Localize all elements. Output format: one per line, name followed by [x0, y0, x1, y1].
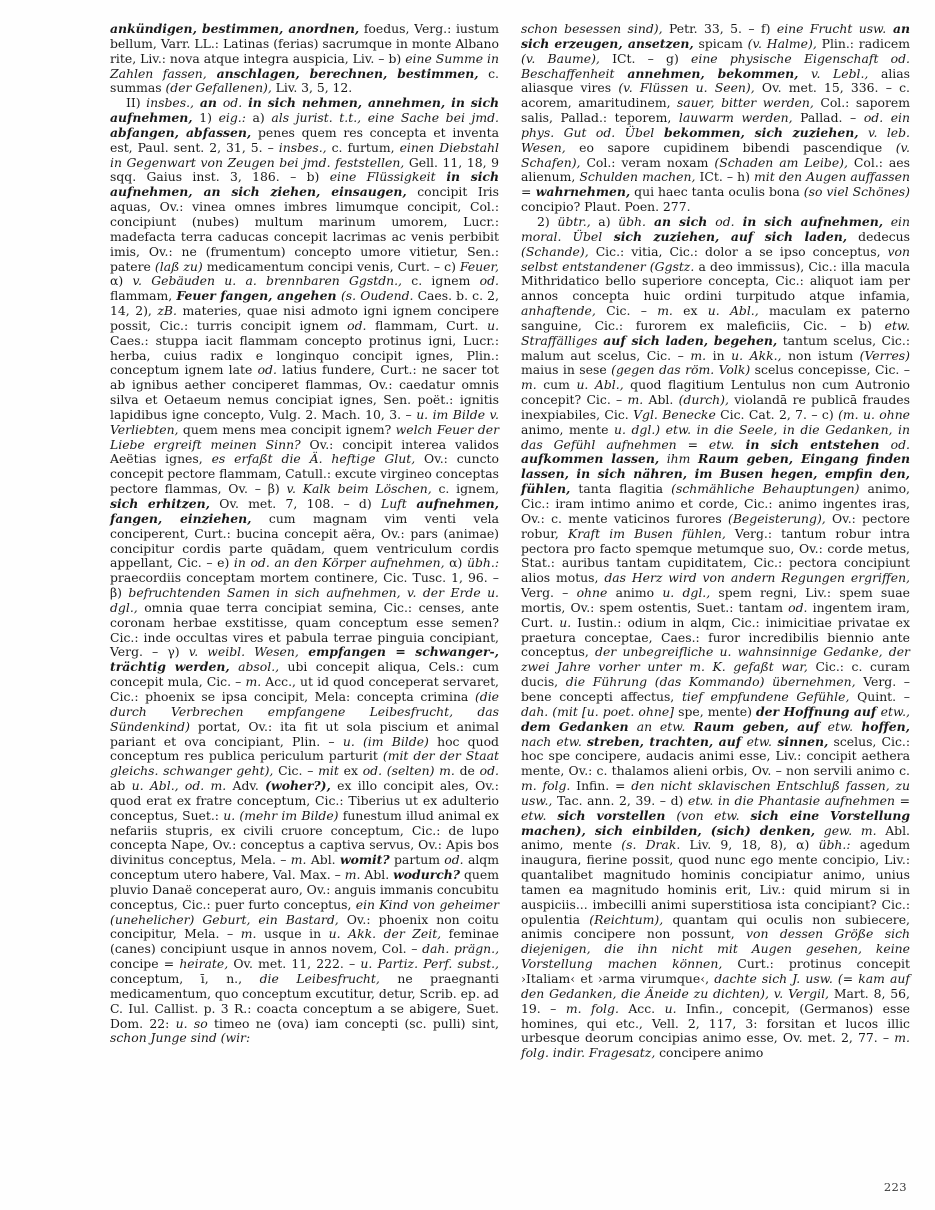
- text-run-italic: einen Diebstahl in Gegenwart von Zeugen bei jmd. feststellen,: [110, 139, 499, 170]
- text-run-bold-italic: sinnen,: [771, 733, 829, 749]
- text-run-roman: ICt. – h): [695, 169, 755, 185]
- text-run-roman: Tac. ann. 2, 39. – d): [552, 792, 688, 808]
- text-run-roman: concipit Iris aquas, Ov.: vinea omnes imbres limumque concipit, Col.: concipiunt (nubes) multum marinum umorem, Lucr.: madefacta terra caducas concepit lacrimas ac venis perbibit imis, Ov.: ne (frumentum) concepto umore vitietur, Sen.: patere: [110, 184, 499, 274]
- text-run-italic: (schmähliche Behauptungen): [671, 481, 860, 497]
- text-run-roman: Ov.: cuncto concepit pectore flammam, Catull.: excute virgineo conceptas pectore flammas, Ov. – β): [110, 451, 499, 497]
- text-run-italic: m.: [344, 867, 361, 883]
- text-run-italic: u.: [559, 614, 572, 630]
- text-run-roman: Abl.: [360, 867, 394, 883]
- text-run-roman: α): [110, 273, 133, 289]
- text-run-roman: non istum: [781, 347, 860, 363]
- text-run-italic: den nicht sklavischen Entschluß fassen, zu usw.,: [521, 778, 910, 808]
- text-run-italic: u. (im Bilde): [342, 733, 429, 749]
- text-run-roman: violandā re publicā fraudes inexpiabiles, Cic.: [521, 392, 910, 422]
- text-run-roman: Gell. 11, 18, 9 sqq. Gaius inst. 3, 186. – b): [110, 154, 499, 185]
- text-run-italic: od.: [788, 599, 808, 615]
- text-run-italic: der unbegreifliche u. wahnsinnige Gedanke, der zwei Jahre vorher unter m. K. gefaßt war,: [521, 644, 910, 675]
- text-run-italic: eine Flüssigkeit: [329, 169, 436, 185]
- text-run-italic: in od. an den Körper aufnehmen,: [233, 555, 445, 571]
- text-run-roman: Ov.: phoenix non coitu concipitur, Mela. –: [110, 911, 499, 942]
- text-run-bold-italic: wodurch?: [393, 867, 461, 883]
- text-run-italic: (s. Oudend.: [340, 288, 414, 304]
- text-run-roman: dedecus: [847, 228, 910, 244]
- text-run-bold-italic: an sich: [645, 213, 716, 229]
- text-run-italic: als jurist. t.t., eine Sache bei jmd.: [271, 110, 499, 126]
- text-run-italic: übh.:: [466, 555, 499, 571]
- text-run-roman: spem regni, Liv.: spem suae mortis, Ov.: spem ostentis, Suet.: tantam: [521, 585, 910, 615]
- text-run-roman: spe, mente): [674, 703, 756, 719]
- text-run-italic: (die durch Verbrechen empfangene Leibesfrucht, das Sündenkind): [110, 688, 499, 734]
- text-run-italic: v. weibl. Wesen,: [188, 644, 299, 660]
- text-run-italic: ohne: [576, 585, 608, 601]
- text-run-italic: dah. prägn.,: [422, 941, 500, 957]
- text-run-roman: materies, quae nisi admoto igni ignem concipere possit, Cic.: turris concipit ignem: [110, 303, 499, 333]
- text-run-roman: Adv.: [226, 778, 266, 794]
- text-run-italic: u.: [487, 317, 500, 333]
- text-run-italic: od. (selten) m.: [362, 763, 455, 779]
- text-run-italic: Schulden machen,: [579, 169, 696, 185]
- text-run-italic: (s. Drak.: [621, 837, 681, 853]
- text-run-italic: ein moral. Übel: [521, 213, 910, 244]
- text-run-italic: v. Lebl.,: [811, 65, 869, 81]
- text-run-italic: ein Kind von geheimer (unehelicher) Geburt, ein Bastard,: [110, 896, 499, 927]
- text-run-bold-italic: aufnehmen, fangen, einziehen,: [110, 496, 499, 526]
- text-run-bold-italic: (woher?),: [265, 778, 331, 794]
- text-run-italic: Vgl. Benecke: [633, 406, 716, 422]
- left-text-column: [110, 22, 499, 1162]
- text-run-italic: od.: [479, 273, 499, 289]
- text-run-italic: m.: [657, 303, 673, 319]
- text-run-roman: maculam ex paterno sanguine, Cic.: furorem ex maleficiis, Cic. – b): [521, 303, 910, 333]
- text-run-roman: foedus, Verg.: iustum bellum, Varr. LL.: Latinas (ferias) sacrumque in monte Albano rite, Liv.: nova atque integra auspicia, Liv. – b): [110, 21, 499, 66]
- text-run-italic: od.: [890, 436, 910, 452]
- text-run-italic: v. Gebäuden u. a. brennbaren Ggstdn.,: [132, 273, 402, 289]
- text-run-italic: dachte sich J. usw. (= kam auf den Gedanken, die Äneide zu dichten), v. Vergil,: [521, 971, 910, 1001]
- text-run-italic: u. so: [175, 1015, 208, 1031]
- text-run-roman: quod flagitium Lentulus non cum Autronio concepit? Cic. –: [521, 377, 910, 408]
- text-run-bold-italic: an sich erzeugen, ansetzen,: [521, 21, 910, 51]
- text-run-italic: eine physische Eigenschaft od. Beschaffenheit: [521, 50, 910, 81]
- text-run-roman: [798, 66, 811, 81]
- text-run-roman: quantam qui oculis non subiecere, animis concipere non possunt,: [521, 911, 910, 942]
- right-text-column: [521, 22, 910, 1162]
- text-run-bold-italic: dem Gedanken: [521, 718, 637, 734]
- text-run-italic: von dessen Größe sich diejenigen, die ihn nicht mit Augen gesehen, keine Vorstellung machen können,: [521, 926, 910, 972]
- text-run-bold-italic: womit?: [339, 852, 390, 868]
- text-run-italic: u. dgl.,: [662, 585, 711, 601]
- text-run-roman: Ov.: concipit interea validos Aeëtias ignes,: [110, 436, 500, 467]
- text-paragraph: [110, 22, 499, 96]
- text-run-italic: (der Gefallenen),: [165, 80, 272, 96]
- text-run-roman: Caes.: stuppa iacit flammam concepto protinus igni, Lucr.: herba, cuius radix e longinquo concipit ignes, Plin.: conceptum ignem late: [110, 332, 499, 378]
- text-run-italic: (v. Schafen),: [521, 139, 910, 170]
- text-run-italic: u. Akk. der Zeit,: [328, 926, 442, 942]
- text-run-bold-italic: annehmen, bekommen,: [614, 65, 799, 81]
- text-run-bold-italic: in sich entstehen: [734, 436, 891, 452]
- text-run-roman: concipio? Plaut. Poen. 277.: [521, 199, 691, 215]
- text-run-roman: in: [706, 347, 732, 363]
- text-run-roman: Cic.: c. curam ducis,: [521, 659, 910, 690]
- text-run-italic: etw.: [746, 733, 772, 749]
- text-run-italic: u.: [664, 1000, 677, 1016]
- text-run-roman: Verg.: tantum robur intra pectora pro facto spemque metumque suo, Ov.: corde metus, Stat.: auribus tantam cupiditatem, Cic.: pectora concipiunt alios motus,: [521, 525, 910, 586]
- two-column-text-body: [110, 22, 910, 1162]
- text-run-italic: od.: [444, 852, 464, 868]
- text-run-roman: a): [245, 110, 272, 126]
- text-run-roman: c. ignem,: [431, 481, 500, 497]
- text-run-italic: etw. in die Phantasie aufnehmen = etw.: [521, 792, 910, 823]
- text-run-italic: m. folg. indir. Fragesatz,: [521, 1030, 910, 1061]
- text-run-italic: schon Junge sind (wir:: [110, 1030, 251, 1046]
- text-run-italic: eig.:: [218, 110, 246, 126]
- text-run-bold-italic: streben, trachten, auf: [586, 733, 747, 749]
- text-run-italic: Feuer,: [459, 258, 499, 274]
- text-run-roman: agedum inaugura, fierine possit, quod nunc ego mente concipio, Liv.: quantalibet magnitudo hominis concipiatur animo, unius tamen ea magnitudo hominis erit, Liv.: quid mirum si in auspiciis... imbecilli animi superstitiosa ista concipiant? Cic.: opulentia: [521, 837, 911, 927]
- text-run-roman: ex: [672, 303, 708, 319]
- text-run-roman: Quint. –: [849, 688, 911, 704]
- text-run-roman: praecordiis conceptam mortem continere, Cic. Tusc. 1, 96. – β): [110, 570, 499, 601]
- text-run-roman: alias aliasque vires: [521, 65, 911, 96]
- text-run-italic: m. folg.: [521, 778, 571, 794]
- text-run-roman: quem mens mea concipit ignem?: [178, 421, 396, 437]
- text-run-italic: übtr.,: [557, 213, 591, 229]
- text-run-bold-italic: sich vorstellen: [546, 807, 677, 823]
- text-run-roman: Ov. met. 11, 222. –: [228, 956, 361, 972]
- text-run-italic: od.: [222, 95, 243, 111]
- text-run-italic: eine Summe in Zahlen fassen,: [110, 50, 499, 81]
- text-run-italic: u. Abl.,: [707, 303, 759, 319]
- text-run-italic: (laß zu): [154, 258, 203, 274]
- text-run-italic: absol.,: [238, 659, 280, 675]
- text-run-italic: (m. u. ohne: [838, 406, 911, 422]
- text-paragraph: [521, 22, 910, 215]
- text-run-italic: befruchtenden Samen in sich aufnehmen, v. der Erde u. dgl.,: [110, 585, 499, 615]
- text-run-bold-italic: der Hoffnung auf: [755, 703, 881, 719]
- text-run-italic: lauwarm werden,: [678, 110, 793, 126]
- text-run-roman: animo: [607, 585, 663, 601]
- text-run-italic: die Leibesfrucht,: [259, 971, 380, 986]
- text-run-italic: (gegen das röm. Volk): [611, 362, 751, 378]
- text-run-roman: Cic. Cat. 2, 7. – c): [715, 406, 839, 422]
- text-run-italic: (Schaden am Leibe),: [714, 154, 848, 170]
- text-run-italic: die Führung (das Kommando) übernehmen,: [565, 674, 856, 690]
- text-run-bold-italic: auf sich laden, begehen,: [597, 332, 778, 348]
- text-run-italic: etw. Straffälliges: [521, 317, 910, 348]
- text-run-italic: insbes.,: [278, 139, 327, 155]
- text-run-roman: Col.: saporem salis, Pallad.: teporem,: [521, 95, 911, 126]
- text-run-roman: 1): [192, 110, 219, 126]
- text-run-roman: Liv. 9, 18, 8), α): [680, 837, 819, 853]
- text-run-bold-italic: abfangen, abfassen,: [110, 124, 252, 140]
- text-run-italic: übh.: [618, 213, 646, 229]
- text-run-italic: u. Abl., od. m.: [131, 778, 227, 794]
- text-run-italic: (mit der der Staat gleichs. schwanger geht),: [110, 748, 499, 779]
- text-run-bold-italic: empfangen = schwanger-, trächtig werden,: [110, 644, 500, 675]
- text-run-roman: Infin., concepit, (Germanos) esse homines, qui etc., Vell. 2, 117, 3: forsitan et lucos illic urbesque deorum concipias animo esse, Ov. met. 2, 77. –: [521, 1000, 911, 1046]
- text-run-roman: Cic. –: [273, 763, 319, 779]
- text-run-roman: alqm conceptum utero habere, Val. Max. –: [110, 852, 499, 883]
- text-run-bold-italic: in sich aufnehmen, an sich ziehen, einsaugen,: [110, 169, 499, 200]
- text-run-bold-italic: anschlagen, berechnen, bestimmen,: [206, 65, 479, 81]
- text-run-roman: [815, 823, 824, 838]
- text-run-roman: ab: [110, 778, 132, 794]
- text-run-italic: etw.,: [880, 703, 910, 719]
- text-run-italic: (so viel Schönes): [803, 184, 910, 200]
- text-run-roman: usque in: [256, 926, 329, 942]
- text-run-italic: übh.:: [818, 837, 851, 853]
- text-run-italic: eine Frucht usw.: [776, 21, 887, 36]
- text-paragraph: [110, 96, 499, 1046]
- text-run-roman: Ov. met. 15, 336. – c. acorem, amaritudinem,: [521, 80, 910, 111]
- text-run-roman: qui haec tanta oculis bona: [630, 184, 804, 200]
- text-paragraph: [521, 215, 910, 1061]
- text-run-italic: m.: [521, 377, 537, 393]
- text-run-italic: tief empfundene Gefühle,: [681, 688, 850, 704]
- text-run-roman: concipere animo: [655, 1045, 764, 1061]
- text-run-roman: Curt.: protinus concepit ›Italiam‹ et ›arma virumque‹,: [521, 956, 910, 986]
- text-run-roman: Pallad. –: [792, 110, 864, 126]
- text-run-roman: ex illo concipit ales, Ov.: quod erat ex fratre conceptum, Cic.: Tiberius ut ex adulterio conceptus, Suet.:: [110, 778, 499, 823]
- text-run-italic: heirate,: [179, 956, 229, 972]
- text-run-roman: Abl.: [643, 392, 679, 408]
- text-run-italic: m.: [290, 852, 307, 868]
- text-run-roman: c. furtum,: [326, 139, 400, 155]
- text-run-italic: u. Partiz. Perf. subst.,: [360, 956, 499, 972]
- text-run-roman: a): [590, 213, 619, 229]
- text-run-italic: m.: [240, 926, 257, 942]
- text-run-roman: a deo immissus), Cic.: illa macula Mithridatico bello superiore concepta, Cic.: aliquot iam per annos concepta huic ordini turpitudo atque infamia,: [521, 258, 910, 304]
- text-run-bold-italic: aufkommen lassen,: [521, 451, 660, 467]
- text-run-roman: tanta flagitia: [570, 481, 672, 497]
- text-run-roman: feminae (canes) concipiunt usque in annos novem, Col. –: [110, 926, 500, 957]
- text-run-roman: conceptum, ī, n.,: [110, 971, 260, 986]
- text-run-italic: (Reichtum),: [589, 911, 664, 927]
- text-run-roman: ex: [338, 763, 363, 779]
- text-run-italic: Kraft im Busen fühlen,: [567, 525, 726, 541]
- text-run-roman: hoc quod conceptum res publica periculum parturit: [110, 733, 499, 764]
- text-run-bold-italic: Raum geben, auf: [685, 718, 828, 734]
- text-run-italic: od.: [479, 763, 499, 779]
- text-run-roman: Liv. 3, 5, 12.: [271, 80, 353, 96]
- text-run-italic: m. folg.: [565, 1000, 619, 1016]
- text-run-roman: tantum scelus, Cic.: malum aut scelus, Cic. –: [521, 332, 910, 363]
- text-run-roman: medicamentum concipi venis, Curt. – c): [202, 258, 460, 274]
- text-run-roman: quem pluvio Danaë conceperat auro, Ov.: anguis immanis concubitu conceptus, Cic.: puer furto conceptus,: [110, 867, 499, 912]
- text-run-italic: v. leb. Wesen,: [521, 124, 910, 155]
- text-run-roman: c. ignem: [402, 273, 480, 289]
- text-run-italic: mit: [318, 763, 339, 779]
- text-run-bold-italic: sich erhitzen,: [110, 496, 210, 511]
- text-run-bold-italic: Raum geben, Eingang finden lassen, in sich nähren, im Busen hegen, empfin den, fühlen,: [521, 451, 911, 497]
- text-run-bold-italic: bekommen, sich zuziehen,: [654, 124, 859, 140]
- text-run-roman: II): [126, 95, 147, 111]
- text-run-roman: eo sapore cupidinem bibendi pascendique: [565, 139, 896, 155]
- text-run-roman: portat, Ov.: ita fit ut sola piscium et animal pariant et ova concipiant, Plin. –: [110, 718, 499, 749]
- text-run-roman: α): [444, 555, 467, 571]
- text-run-roman: timeo ne (ova) iam concepti (sc. pulli) sint,: [207, 1015, 499, 1031]
- text-run-italic: insbes.,: [146, 95, 194, 111]
- text-run-italic: ihm: [659, 451, 698, 467]
- text-run-roman: Acc., ut id quod conceperat servaret, Cic.: phoenix se ipsa concipit, Mela: concepta crimina: [110, 674, 499, 704]
- text-run-roman: Verg. – bene concepti affectus,: [521, 674, 911, 704]
- text-run-roman: Infin. =: [570, 778, 632, 794]
- text-run-roman: concipe =: [110, 956, 180, 972]
- page-number: 223: [883, 1180, 907, 1194]
- text-run-roman: ubi concepit aliqua, Cels.: cum concepit mula, Cic. –: [110, 659, 500, 690]
- text-run-roman: omnia quae terra concipiat semina, Cic.: censes, ante coronam herbae exstitisse, quam conceptum esse semen? Cic.: inde occultas vires et pabula terrae pinguia concipiant, Verg. – γ): [110, 599, 499, 660]
- text-run-italic: mit den Augen auffassen =: [521, 169, 910, 200]
- text-run-italic: anhaftende,: [521, 303, 596, 319]
- text-run-roman: maius in sese: [521, 362, 612, 378]
- text-run-italic: etw.: [827, 718, 854, 734]
- text-run-roman: [859, 125, 868, 140]
- text-run-italic: zB.: [157, 303, 177, 319]
- text-run-roman: flammam,: [110, 288, 177, 304]
- text-run-italic: (Verres): [859, 347, 910, 363]
- text-run-roman: Plin.: radicem: [816, 35, 911, 51]
- text-run-roman: Abl. animo, mente: [521, 822, 910, 853]
- text-run-bold-italic: in sich nehmen, annehmen, in sich aufnehmen,: [110, 95, 499, 126]
- text-run-italic: od.: [347, 317, 367, 333]
- text-run-roman: spicam: [693, 35, 748, 51]
- text-run-bold-italic: sich eine Vorstellung machen), sich einbilden, (sich) denken,: [521, 807, 910, 838]
- text-run-roman: [883, 214, 891, 229]
- text-run-italic: od.: [715, 213, 735, 229]
- text-run-italic: v. Kalk beim Löschen,: [286, 481, 432, 497]
- text-run-roman: Acc.: [618, 1000, 665, 1016]
- text-run-roman: 2): [537, 213, 558, 229]
- text-run-roman: cum: [536, 377, 577, 393]
- text-run-roman: latius fundere, Curt.: ne sacer tot ab ignibus aether conciperet flammas, Ov.: caedatur omnis silva et Oetaeum nemus concipiat ignes, Sen. poët.: ignitis lapidibus igne concepto, Vulg. 2. Mach. 10, 3. –: [110, 362, 499, 422]
- text-run-roman: Ov. met. 7, 108. – d): [210, 496, 381, 511]
- text-run-italic: an etw.: [636, 718, 686, 734]
- text-run-italic: (v. Halme),: [747, 35, 817, 51]
- text-run-italic: (Schande),: [521, 243, 589, 259]
- text-run-roman: c. summas: [110, 65, 499, 96]
- text-run-roman: ne praegnanti medicamentum, quo conceptum excutitur, detur, Scrib. ep. ad C. Iul. Callist. p. 3 R.: coacta conceptum a se abigere, Suet. Dom. 22:: [110, 971, 499, 1031]
- text-run-italic: m.: [627, 392, 644, 408]
- text-run-bold-italic: ankündigen, bestimmen, anordnen,: [110, 21, 360, 36]
- text-run-italic: nach etw.: [521, 733, 587, 749]
- text-run-roman: partum: [389, 852, 445, 868]
- text-run-roman: Verg. –: [521, 585, 577, 601]
- text-run-roman: Iustin.: odium in alqm, Cic.: inimicitiae privatae ex praetura conceptae, Caes.: furor incredibilis biennio ante conceptus,: [521, 614, 910, 660]
- text-run-italic: (v. Flüssen u. Seen),: [618, 80, 755, 96]
- text-run-italic: u. (mehr im Bilde): [223, 807, 339, 823]
- text-run-italic: das Herz wird von andern Regungen ergriffen,: [604, 570, 910, 586]
- text-run-roman: cum magnam vim venti vela conciperent, Curt.: bucina concepit aëra, Ov.: pars (animae) concipitur cordis parte quādam, quem ventriculum cordis appellant, Cic. – e): [110, 510, 500, 571]
- text-run-italic: dah. (mit [u. poet. ohne]: [521, 703, 675, 719]
- text-run-bold-italic: an: [193, 95, 223, 111]
- text-run-italic: sauer, bitter werden,: [677, 95, 814, 111]
- text-run-roman: Ov.: pectore robur,: [521, 510, 910, 541]
- text-run-italic: (durch),: [678, 392, 729, 408]
- text-run-roman: Caes. b. c. 2, 14, 2),: [110, 288, 499, 319]
- text-run-roman: funestum illud animal ex nefariis stupris, ex civili cruore conceptum, Cic.: de lupo concepta Nape, Ov.: conceptus a captiva servus, Ov.: Apis bos divinitus conceptus, Mela. –: [110, 807, 499, 868]
- text-run-italic: m.: [690, 347, 707, 363]
- text-run-italic: u. Akk.,: [731, 347, 782, 363]
- text-run-roman: ingentem iram, Curt.: [521, 599, 910, 630]
- text-run-italic: (v. Baume),: [521, 50, 600, 66]
- text-run-roman: de: [454, 763, 480, 779]
- text-run-roman: scelus concepisse, Cic. –: [750, 362, 911, 378]
- text-run-italic: gew. m.: [823, 822, 877, 838]
- text-run-italic: Luft: [380, 496, 407, 511]
- text-run-italic: (von etw.: [676, 807, 740, 823]
- text-run-italic: od.: [257, 362, 277, 378]
- text-run-italic: m.: [245, 674, 262, 690]
- text-run-roman: Cic.: vitia, Cic.: dolor a se ipso conceptus,: [588, 243, 888, 259]
- text-run-bold-italic: sich zuziehen, auf sich laden,: [602, 228, 848, 244]
- text-run-italic: u. Abl.,: [576, 377, 624, 393]
- text-run-italic: u. dgl.) etw. in die Seele, in die Gedanken, in das Gefühl aufnehmen = etw.: [521, 421, 910, 452]
- text-run-roman: penes quem res concepta et inventa est, Paul. sent. 2, 31, 5. –: [110, 124, 499, 155]
- text-run-roman: Mart. 8, 56, 19. –: [521, 985, 910, 1016]
- text-run-roman: [230, 659, 238, 674]
- text-run-roman: Col.: veram noxam: [580, 154, 715, 170]
- text-run-italic: od. ein phys. Gut od. Übel: [521, 110, 910, 140]
- text-run-italic: schon besessen sind),: [521, 21, 663, 36]
- text-run-italic: (Begeisterung),: [727, 510, 826, 526]
- text-run-roman: Petr. 33, 5. – f): [662, 21, 777, 36]
- text-run-roman: Cic. –: [595, 303, 658, 319]
- text-run-bold-italic: in sich aufnehmen,: [734, 213, 884, 229]
- text-run-italic: welch Feuer der Liebe ergreift meinen Sinn?: [110, 421, 499, 452]
- text-run-bold-italic: wahrnehmen,: [531, 184, 631, 200]
- text-run-roman: animo, Cic.: iram intimo animo et corde, Cic.: animo ingentes iras, Ov.: c. mente vaticinos furores: [521, 481, 911, 526]
- text-run-roman: Abl.: [306, 852, 340, 868]
- text-run-italic: u. im Bilde v. Verliebten,: [110, 406, 499, 437]
- text-run-italic: es erfaßt die Ä. heftige Glut,: [211, 451, 416, 467]
- text-run-roman: Col.: aes alienum,: [521, 154, 911, 185]
- text-run-roman: flammam, Curt.: [366, 317, 488, 333]
- text-run-italic: von selbst entstandener (Ggstz.: [521, 243, 910, 274]
- text-run-bold-italic: Feuer fangen, angehen: [176, 288, 341, 304]
- text-run-bold-italic: hoffen,: [853, 718, 910, 734]
- text-run-roman: animo, mente: [521, 421, 614, 437]
- text-run-roman: scelus, Cic.: hoc spe concipere, audacis animi esse, Liv.: concipit aethera mente, Ov.: c. thalamos alieni orbis, Ov. – non servili animo c.: [521, 733, 910, 779]
- text-run-roman: ICt. – g): [599, 50, 692, 66]
